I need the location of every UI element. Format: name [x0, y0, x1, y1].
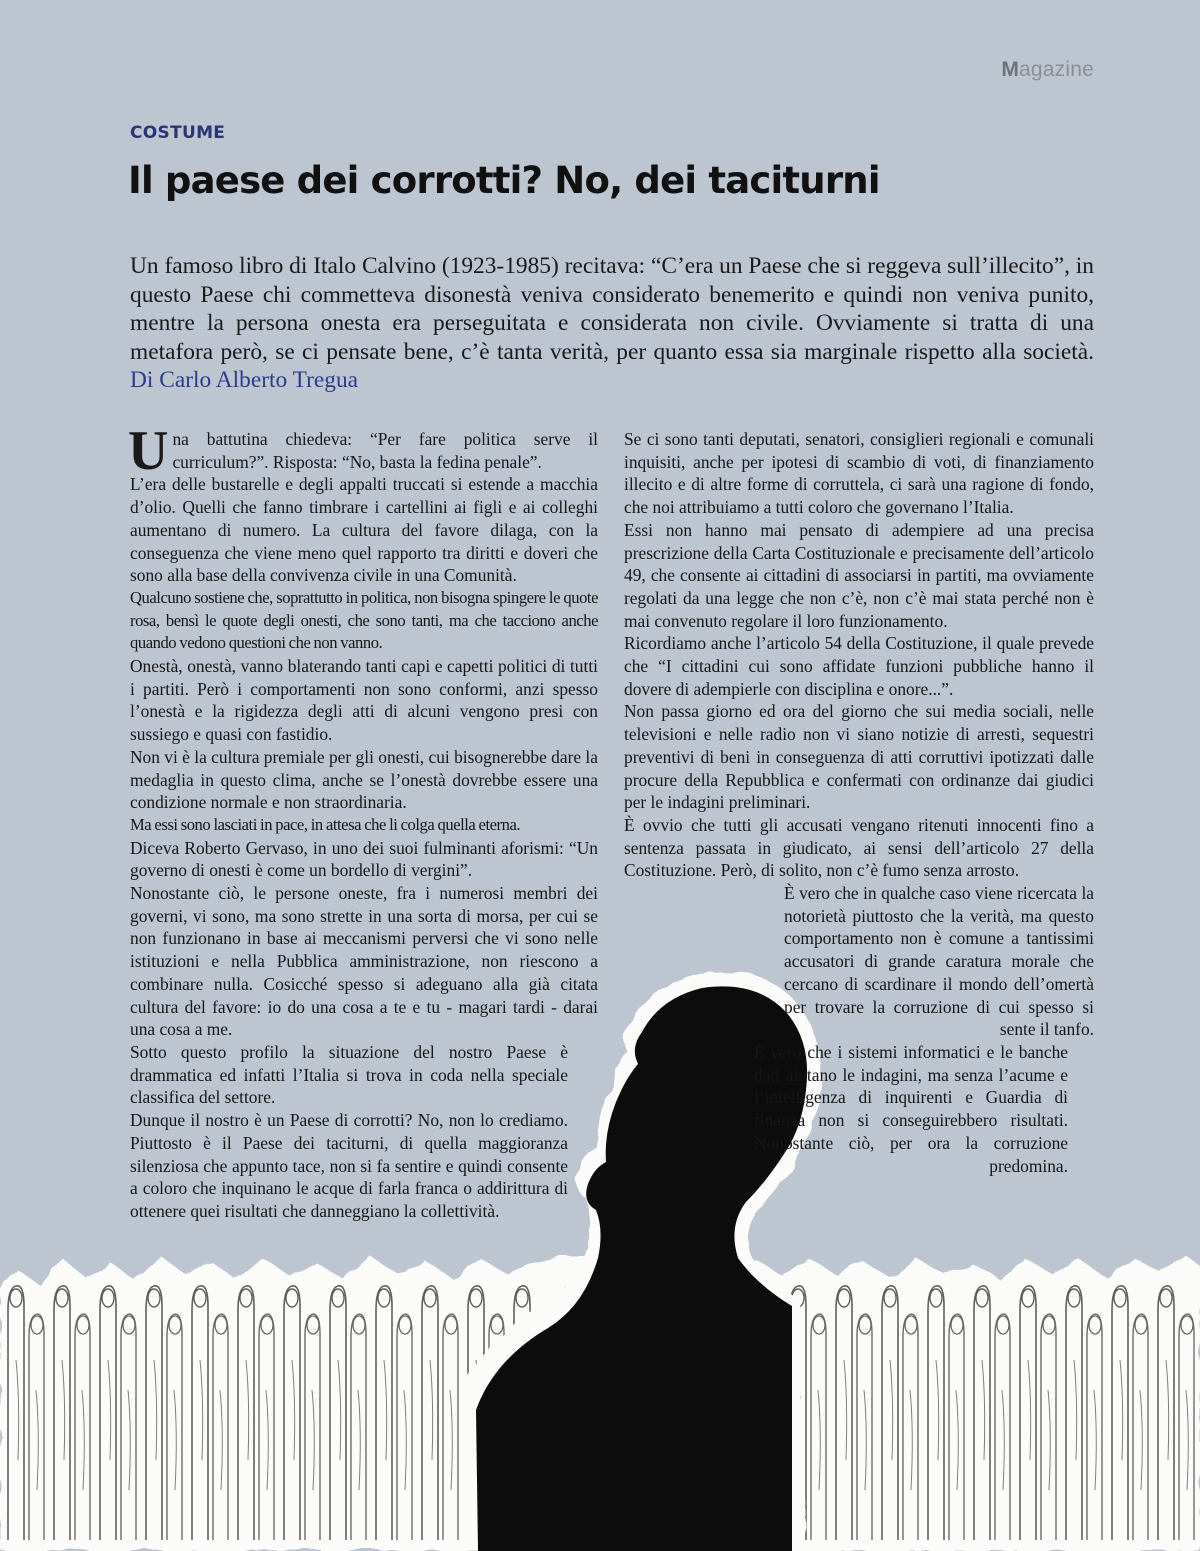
- paragraph: Non passa giorno ed ora del giorno che sui media sociali, nelle televisioni e nelle radio non vi siano notizie di arresti, sequestri preventivi di beni in conseguenza di atti corruttivi ipotizzati dalle procure della Repubblica e confermati con ordinanze dai giudici per le indagini preliminari.: [624, 701, 1094, 813]
- paragraph: [128, 420, 598, 482]
- paragraph: Ma essi sono lasciati in pace, in attesa che li colga quella eterna.: [130, 814, 521, 834]
- article-section-label: COSTUME: [130, 123, 226, 143]
- article-column-right: [624, 428, 1094, 1177]
- article-column-left: [128, 420, 598, 1223]
- paragraph: Ricordiamo anche l’articolo 54 della Costituzione, il quale prevede che “I cittadini cui sono affidate funzioni pubbliche hanno il dovere di adempierle con disciplina e onore...”.: [624, 633, 1094, 699]
- paragraph: Diceva Roberto Gervaso, in uno dei suoi fulminanti aforismi: “Un governo di onesti è come un bordello di vergini”.: [130, 837, 598, 881]
- article-byline: Di Carlo Alberto Tregua: [130, 367, 359, 394]
- paragraph: Se ci sono tanti deputati, senatori, consiglieri regionali e comunali inquisiti, anche per ipotesi di scambio di voti, di finanziamento illecito e di altre forme di corruttela, ci sarà una ragione di fondo, che noi attribuiamo a tutti coloro che governano l’Italia.: [624, 429, 1094, 518]
- paragraph: Onestà, onestà, vanno blaterando tanti capi e capetti politici di tutti i partiti. Però i comportamenti non sono conformi, anzi spesso l’onestà e la rigidezza degli atti di alcuni vengono presi con sussiego e quasi con fastidio.: [130, 656, 598, 745]
- drop-cap: U: [128, 420, 169, 482]
- paragraph: Nonostante ciò, le persone oneste, fra i numerosi membri dei governi, vi sono, ma sono strette in una sorta di morsa, per cui se non funzionano in base ai meccanismi perversi che vi sono nelle istituzioni e nella Pubblica amministrazione, non riescono a combinare nulla. Cosicché spesso si adeguano alla già citata cultura del favore: io do una cosa a te e tu - magari tardi - darai una cosa a me.: [130, 883, 598, 1040]
- paragraph: Essi non hanno mai pensato di adempiere ad una precisa prescrizione della Carta Costituzionale e precisamente dell’articolo 49, che consente ai cittadini di associarsi in partiti, ma ovviamente regolati da una legge che non c’è, non c’è mai stata perché non è mai convenuto regolare il loro funzionamento.: [624, 519, 1094, 631]
- magazine-tag-rest: agazine: [1019, 58, 1094, 81]
- paragraph: È vero che i sistemi informatici e le banche dati aiutano le indagini, ma senza l’acume e l’intelligenza di inquirenti e Guardia di finanza non si conseguirebbero risultati. Nonostante ciò, per ora la corruzione predomina.: [754, 1041, 1068, 1176]
- paragraph: È ovvio che tutti gli accusati vengano ritenuti innocenti fino a sentenza passata in giudicato, ai sensi dell’articolo 27 della Costituzione. Però, di solito, non c’è fumo senza arrosto.: [624, 814, 1094, 881]
- paragraph-text: na battutina chiedeva: “Per fare politica serve il curriculum?”. Risposta: “No, basta la fedina penale”.: [172, 429, 598, 472]
- article-lead: [130, 252, 1094, 395]
- paragraph: Sotto questo profilo la situazione del nostro Paese è drammatica ed infatti l’Italia si trova in coda nella speciale classifica del settore.: [130, 1041, 568, 1108]
- paragraph: Dunque il nostro è un Paese di corrotti? No, non lo crediamo. Piuttosto è il Paese dei taciturni, di quella maggioranza silenziosa che appunto tace, non si fa sentire e quindi consente a coloro che inquinano le acque di farla franca o addirittura di ottenere quei risultati che danneggiano la collettività.: [130, 1110, 568, 1221]
- paragraph: È vero che in qualche caso viene ricercata la notorietà piuttosto che la verità, ma questo comportamento non è comune a tantissimi accusatori di grande caratura morale che cercano di scardinare il mondo dell’omertà per trovare la corruzione di cui spesso si sente il tanfo.: [784, 883, 1094, 1040]
- magazine-tag-initial: M: [1001, 58, 1020, 81]
- article-headline: Il paese dei corrotti? No, dei taciturni: [128, 159, 880, 202]
- paragraph: L’era delle bustarelle e degli appalti truccati si estende a macchia d’olio. Quelli che fanno timbrare i cartellini ai figli e ai colleghi aumentano di numero. La cultura del favore dilaga, con la conseguenza che viene meno quel rapporto tra diritti e doveri che sono alla base della convivenza civile in una Comunità.: [130, 474, 598, 586]
- lead-text: Un famoso libro di Italo Calvino (1923-1985) recitava: “C’era un Paese che si reggeva sull’illecito”, in questo Paese chi commetteva disonestà veniva considerato benemerito e quindi non veniva punito, mentre la persona onesta era perseguitata e considerata non civile. Ovviamente si tratta di una metafora però, se ci pensate bene, c’è tanta verità, per quanto essa sia marginale rispetto alla società.: [130, 253, 1094, 365]
- paragraph: Qualcuno sostiene che, soprattutto in politica, non bisogna spingere le quote rosa, bensì le quote degli onesti, che sono tanti, ma che tacciono anche quando vedono questioni che non vanno.: [130, 587, 598, 653]
- paragraph: Non vi è la cultura premiale per gli onesti, cui bisognerebbe dare la medaglia in questo clima, anche se l’onestà dovrebbe essere una condizione normale e non straordinaria.: [130, 746, 598, 813]
- magazine-section-tag: [1001, 58, 1094, 82]
